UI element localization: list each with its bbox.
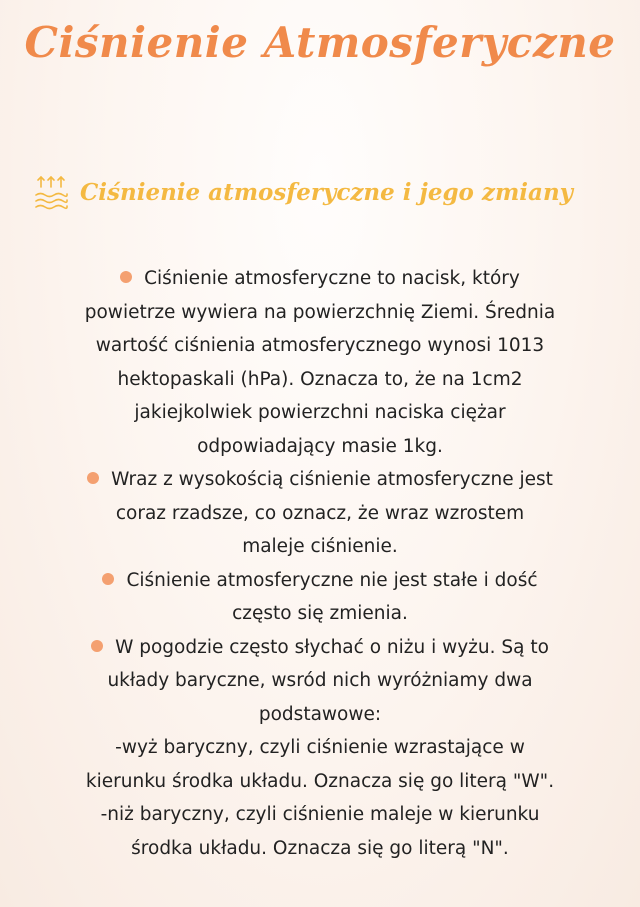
text-line: [22, 798, 618, 832]
text-line-content: W pogodzie często słychać o niżu i wyżu. Są to: [115, 636, 549, 658]
text-line-content: wartość ciśnienia atmosferycznego wynosi 1013: [95, 335, 545, 356]
text-line-content: powietrze wywiera na powierzchnię Ziemi. Średnia: [84, 301, 556, 323]
text-line: [22, 631, 618, 665]
text-line: [22, 329, 618, 363]
text-line-content: układy baryczne, wsród nich wyróżniamy dwa: [107, 670, 533, 691]
text-line: [22, 765, 618, 799]
text-line-content: podstawowe:: [258, 703, 382, 725]
text-line: [22, 296, 618, 330]
pressure-wave-icon: [34, 173, 68, 211]
page-title: Ciśnienie Atmosferyczne: [24, 18, 616, 67]
text-line: [22, 363, 618, 397]
text-line-content: środka układu. Oznacza się go literą "N".: [131, 837, 509, 859]
text-line: [22, 698, 618, 732]
bullet-dot-icon: [87, 472, 99, 484]
text-line-content: Ciśnienie atmosferyczne nie jest stałe i dość: [126, 569, 538, 591]
text-line-content: -niż baryczny, czyli ciśnienie maleje w kierunku: [100, 804, 540, 825]
text-line-content: -wyż baryczny, czyli ciśnienie wzrastające w: [115, 737, 525, 758]
bullet-dot-icon: [120, 271, 132, 283]
bullet-dot-icon: [91, 640, 103, 652]
text-line: [22, 597, 618, 631]
text-line-content: kierunku środka układu. Oznacza się go literą "W".: [85, 770, 555, 792]
text-line: [22, 497, 618, 531]
text-line-content: coraz rzadsze, co oznacz, że wraz wzrostem: [115, 502, 525, 524]
section-title: Ciśnienie atmosferyczne i jego zmiany: [80, 178, 574, 206]
section-header: [34, 168, 614, 216]
text-line: [22, 564, 618, 598]
text-line-content: odpowiadający masie 1kg.: [197, 435, 443, 457]
text-line-content: Wraz z wysokością ciśnienie atmosferyczne jest: [111, 469, 553, 490]
text-line-content: maleje ciśnienie.: [242, 536, 398, 557]
text-line-content: hektopaskali (hPa). Oznacza to, że na 1cm2: [117, 368, 523, 390]
notes-body: [22, 262, 618, 865]
text-line: [22, 430, 618, 464]
text-line-content: często się zmienia.: [232, 603, 408, 624]
bullet-dot-icon: [102, 573, 114, 585]
bullet-paragraph: [22, 262, 618, 463]
bullet-paragraph: [22, 463, 618, 564]
text-line: [22, 262, 618, 296]
text-line: [22, 396, 618, 430]
bullet-paragraph: [22, 564, 618, 631]
bullet-paragraph: [22, 631, 618, 866]
text-line: [22, 832, 618, 866]
text-line-content: jakiejkolwiek powierzchni naciska ciężar: [134, 402, 506, 423]
text-line: [22, 664, 618, 698]
text-line: [22, 530, 618, 564]
text-line-content: Ciśnienie atmosferyczne to nacisk, który: [144, 268, 520, 289]
text-line: [22, 731, 618, 765]
text-line: [22, 463, 618, 497]
